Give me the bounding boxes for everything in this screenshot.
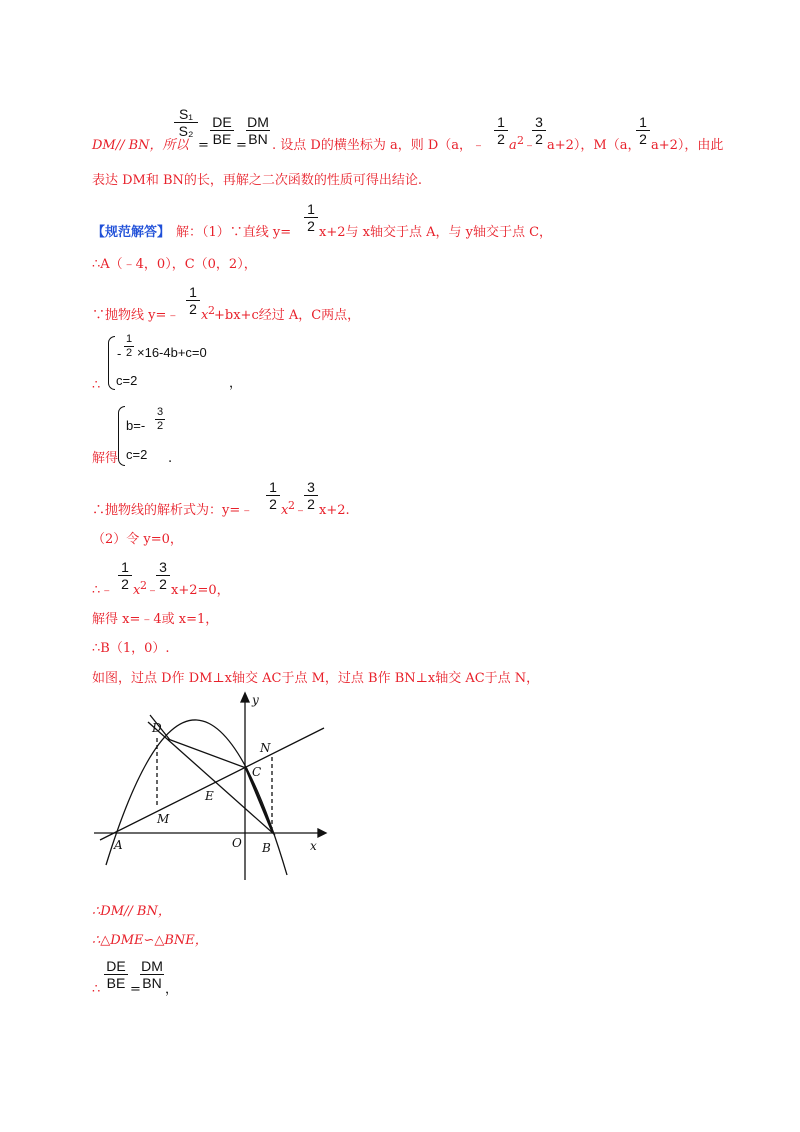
x-axis-arrow bbox=[318, 829, 326, 837]
left-brace bbox=[108, 336, 115, 390]
text-parallel: ∴DM// BN， bbox=[92, 904, 171, 919]
text-equation-end: x+2=0， bbox=[171, 583, 230, 598]
text-parabola-expression: ∴抛物线的解析式为：y=﹣ bbox=[92, 503, 254, 518]
text-conclusion-hint: 表达 DM和 BN的长，再解之二次函数的性质可得出结论. bbox=[92, 173, 423, 188]
label-d: D bbox=[152, 721, 162, 735]
therefore-symbol: ∴ bbox=[92, 982, 101, 997]
fraction-three-halves bbox=[156, 559, 170, 592]
fraction-denominator: 2 bbox=[125, 347, 133, 359]
label-o: O bbox=[232, 836, 242, 850]
fraction-denominator: 2 bbox=[186, 300, 200, 317]
label-m: M bbox=[157, 812, 170, 826]
fraction-numerator: DM bbox=[141, 958, 163, 974]
y-axis-arrow bbox=[241, 693, 249, 702]
fraction-three-halves bbox=[532, 114, 546, 147]
text-similar-triangles: ∴△DME∽△BNE， bbox=[92, 933, 208, 948]
fraction-half bbox=[304, 201, 318, 234]
text-line-intersections: x+2与 x轴交于点 A，与 y轴交于点 C， bbox=[319, 225, 553, 240]
fraction-denominator: 2 bbox=[156, 575, 170, 592]
fraction-numerator: 3 bbox=[159, 559, 167, 575]
fraction-denominator: 2 bbox=[532, 130, 546, 147]
label-b: B bbox=[262, 841, 271, 855]
minus-sign: ﹣ bbox=[146, 583, 160, 598]
fraction-denominator: S₂ bbox=[174, 122, 198, 139]
therefore-symbol: ∴ bbox=[92, 378, 101, 393]
variable-x: x bbox=[133, 583, 141, 598]
variable-a: a bbox=[509, 138, 517, 153]
fraction-numerator: 1 bbox=[121, 559, 129, 575]
fraction-denominator: 2 bbox=[266, 495, 280, 512]
fraction-half bbox=[266, 479, 280, 512]
fraction-half bbox=[494, 114, 508, 147]
fraction-denominator: 2 bbox=[494, 130, 508, 147]
therefore-symbol: ∴﹣ bbox=[92, 583, 114, 598]
text-roots: 解得 x=﹣4或 x=1， bbox=[92, 612, 219, 627]
variable-x: x bbox=[281, 503, 289, 518]
fraction-numerator: 1 bbox=[269, 479, 277, 495]
fraction-numerator: 1 bbox=[125, 333, 133, 345]
fraction-denominator: BN bbox=[140, 974, 164, 991]
fraction-numerator: S₁ bbox=[178, 106, 194, 122]
fraction-numerator: 1 bbox=[189, 284, 197, 300]
line-dc bbox=[168, 739, 246, 768]
fraction-dm-bn bbox=[140, 958, 164, 991]
superscript-2: 2 bbox=[140, 579, 147, 592]
fraction-denominator: 2 bbox=[118, 575, 132, 592]
equation-row: ×16-4b+c=0 bbox=[137, 345, 207, 360]
fraction-three-halves bbox=[304, 479, 318, 512]
label-e: E bbox=[205, 789, 214, 803]
equals-sign: = bbox=[236, 138, 247, 153]
fraction-dm-bn bbox=[246, 114, 270, 147]
left-brace bbox=[118, 406, 125, 466]
superscript-2: 2 bbox=[517, 134, 524, 147]
label-c: C bbox=[252, 765, 262, 779]
fraction-three-halves bbox=[155, 406, 165, 433]
fraction-half bbox=[636, 114, 650, 147]
fraction-half bbox=[118, 559, 132, 592]
fraction-s1-s2 bbox=[174, 106, 198, 139]
label-a: A bbox=[114, 838, 123, 852]
fraction-numerator: 1 bbox=[639, 114, 647, 130]
fraction-numerator: 1 bbox=[307, 201, 315, 217]
equals-sign: = bbox=[198, 138, 209, 153]
superscript-2: 2 bbox=[208, 304, 215, 317]
fraction-half bbox=[124, 333, 134, 360]
label-x: x bbox=[310, 839, 317, 853]
fraction-numerator: 3 bbox=[156, 406, 164, 418]
fraction-denominator: 2 bbox=[304, 495, 318, 512]
fraction-numerator: 1 bbox=[497, 114, 505, 130]
comma: ， bbox=[229, 376, 243, 391]
period: . bbox=[168, 451, 173, 466]
text-construction: 如图，过点 D作 DM⊥x轴交 AC于点 M，过点 B作 BN⊥x轴交 AC于点 N， bbox=[92, 671, 540, 686]
minus-sign: - bbox=[117, 346, 122, 361]
equation-row: b=- bbox=[126, 418, 146, 433]
text-thus: a+2），由此 bbox=[651, 138, 724, 153]
text-dm-bn-intro: DM// BN，所以 bbox=[92, 138, 189, 153]
text-points-ac: ∴A（﹣4，0），C（0，2）， bbox=[92, 257, 257, 272]
fraction-numerator: 3 bbox=[307, 479, 315, 495]
text-passes-through: +bx+c经过 A，C两点， bbox=[214, 308, 361, 323]
solution-label: 【规范解答】 bbox=[92, 225, 171, 240]
fraction-de-be bbox=[210, 114, 234, 147]
geometry-figure bbox=[92, 690, 332, 890]
equation-row: c=2 bbox=[116, 373, 138, 388]
text-point-m: a+2），M（a， bbox=[547, 138, 641, 153]
text-coordinates-intro: . 设点 D的横坐标为 a，则 D（a，﹣ bbox=[272, 138, 486, 153]
fraction-numerator: 3 bbox=[535, 114, 543, 130]
text-part-2: （2）令 y=0， bbox=[92, 532, 183, 547]
fraction-denominator: 2 bbox=[156, 420, 164, 432]
fraction-denominator: 2 bbox=[636, 130, 650, 147]
fraction-denominator: BE bbox=[210, 130, 234, 147]
equation-row: c=2 bbox=[126, 447, 148, 462]
label-y: y bbox=[252, 693, 259, 707]
text-line-intro: 解：（1）∵直线 y= bbox=[176, 225, 292, 240]
label-n: N bbox=[260, 741, 271, 755]
text-point-b: ∴B（1，0）. bbox=[92, 641, 170, 656]
fraction-de-be bbox=[104, 958, 128, 991]
line-ac bbox=[100, 728, 324, 840]
fraction-numerator: DM bbox=[247, 114, 269, 130]
fraction-denominator: 2 bbox=[304, 217, 318, 234]
fraction-denominator: BN bbox=[246, 130, 270, 147]
fraction-numerator: DE bbox=[212, 114, 232, 130]
text-solving: 解得 bbox=[92, 451, 119, 466]
superscript-2: 2 bbox=[288, 499, 295, 512]
fraction-denominator: BE bbox=[104, 974, 128, 991]
text-parabola-intro: ∵抛物线 y=﹣ bbox=[92, 308, 180, 323]
fraction-numerator: DE bbox=[106, 958, 126, 974]
text-expression-end: x+2. bbox=[319, 503, 350, 518]
minus-sign: ﹣ bbox=[523, 138, 537, 153]
comma: ， bbox=[165, 982, 179, 997]
minus-sign: ﹣ bbox=[294, 503, 308, 518]
equals-sign: = bbox=[130, 982, 141, 997]
fraction-half bbox=[186, 284, 200, 317]
variable-x: x bbox=[201, 308, 209, 323]
